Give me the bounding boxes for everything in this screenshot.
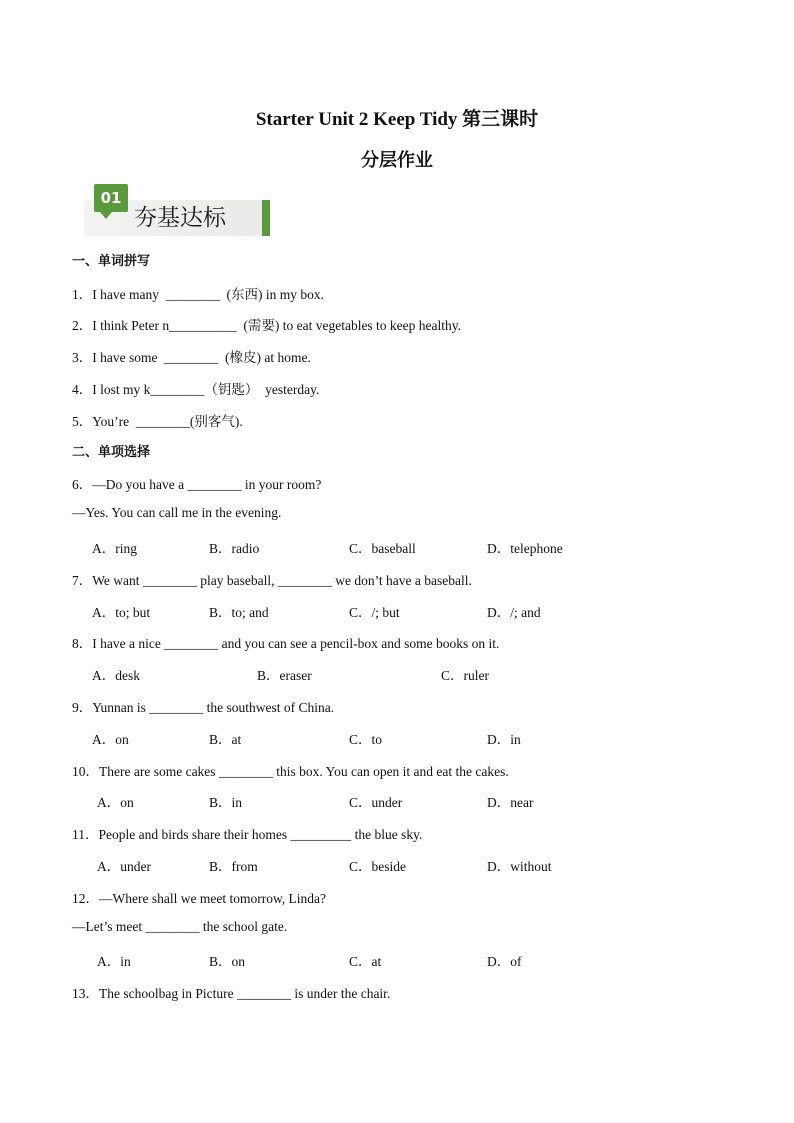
option-a: A．in bbox=[97, 954, 131, 969]
option-a: A．desk bbox=[92, 668, 140, 683]
question-13: 13．The schoolbag in Picture ________ is under the chair. bbox=[72, 986, 391, 1001]
option-a: A．to; but bbox=[92, 605, 151, 620]
badge-number: 01 bbox=[94, 184, 128, 212]
page-title: Starter Unit 2 Keep Tidy 第三课时 bbox=[255, 109, 539, 130]
option-c: C．ruler bbox=[441, 668, 489, 683]
question-8: 8．I have a nice ________ and you can see a pencil-box and some books on it. bbox=[72, 636, 500, 651]
badge-accent-bar bbox=[262, 200, 270, 236]
option-b: B．radio bbox=[209, 541, 260, 556]
option-d: D．in bbox=[487, 732, 521, 747]
option-a: A．ring bbox=[92, 541, 137, 556]
option-c: C．/; but bbox=[349, 605, 400, 620]
question-2: 2．I think Peter n__________ (需要) to eat vegetables to keep healthy. bbox=[72, 318, 462, 333]
option-b: B．at bbox=[209, 732, 242, 747]
section-heading-choice: 二、单项选择 bbox=[72, 445, 151, 460]
option-b: B．on bbox=[209, 954, 246, 969]
option-b: B．to; and bbox=[209, 605, 269, 620]
question-6-reply: —Yes. You can call me in the evening. bbox=[72, 505, 282, 520]
question-6: 6．—Do you have a ________ in your room? bbox=[72, 477, 322, 492]
option-c: C．at bbox=[349, 954, 382, 969]
question-12: 12．—Where shall we meet tomorrow, Linda? bbox=[72, 891, 327, 906]
question-9: 9．Yunnan is ________ the southwest of China. bbox=[72, 700, 335, 715]
option-c: C．under bbox=[349, 795, 403, 810]
option-c: C．baseball bbox=[349, 541, 416, 556]
section-heading-spelling: 一、单词拼写 bbox=[72, 254, 151, 269]
option-b: B．eraser bbox=[257, 668, 312, 683]
option-d: D．of bbox=[487, 954, 522, 969]
option-b: B．in bbox=[209, 795, 243, 810]
option-a: A．on bbox=[97, 795, 134, 810]
option-a: A．on bbox=[92, 732, 129, 747]
option-d: D．telephone bbox=[487, 541, 563, 556]
question-3: 3．I have some ________ (橡皮) at home. bbox=[72, 350, 311, 365]
section-badge bbox=[84, 182, 274, 238]
option-b: B．from bbox=[209, 859, 258, 874]
option-d: D．/; and bbox=[487, 605, 541, 620]
question-12-reply: —Let’s meet ________ the school gate. bbox=[72, 919, 288, 934]
question-1: 1．I have many ________ (东西) in my box. bbox=[72, 287, 324, 302]
question-4: 4．I lost my k________（钥匙） yesterday. bbox=[72, 382, 320, 397]
option-c: C．to bbox=[349, 732, 383, 747]
badge-notch bbox=[100, 212, 112, 219]
option-a: A．under bbox=[97, 859, 151, 874]
page-subtitle: 分层作业 bbox=[361, 150, 433, 171]
option-c: C．beside bbox=[349, 859, 406, 874]
question-5: 5．You’re ________(别客气). bbox=[72, 414, 243, 429]
question-10: 10．There are some cakes ________ this box. You can open it and eat the cakes. bbox=[72, 764, 509, 779]
badge-label: 夯基达标 bbox=[134, 205, 226, 231]
option-d: D．near bbox=[487, 795, 534, 810]
question-11: 11．People and birds share their homes _________ the blue sky. bbox=[72, 827, 423, 842]
question-7: 7．We want ________ play baseball, ________ we don’t have a baseball. bbox=[72, 573, 472, 588]
option-d: D．without bbox=[487, 859, 552, 874]
